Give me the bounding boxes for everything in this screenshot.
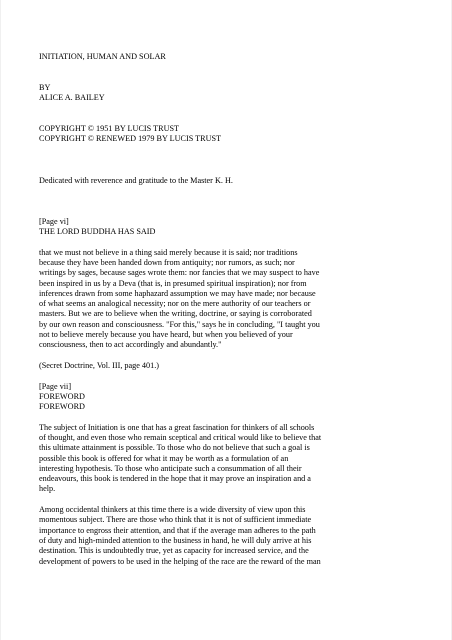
section-heading: FOREWORD [39, 402, 85, 412]
page-marker: [Page vii] [39, 381, 72, 391]
paragraph-line: The subject of Initiation is one that has a great fascination for thinkers of all schools [39, 422, 315, 432]
paragraph-line: masters. But we are to believe when the writing, doctrine, or saying is corroborated [39, 309, 312, 319]
paragraph-line: endeavours, this book is tendered in the hope that it may prove an inspiration and a [39, 474, 311, 484]
paragraph-line: that we must not believe in a thing said merely because it is said; nor traditions [39, 247, 298, 257]
copyright-line: COPYRIGHT © 1951 BY LUCIS TRUST [39, 124, 180, 134]
document-text [39, 52, 421, 567]
paragraph-line: this ultimate attainment is possible. To those who do not believe that such a goal is [39, 443, 310, 453]
author-name: ALICE A. BAILEY [39, 93, 105, 103]
paragraph-line: consciousness, then to act accordingly and abundantly." [39, 340, 222, 350]
foreword-paragraph [39, 505, 421, 567]
buddha-quote-paragraph [39, 248, 421, 351]
paragraph-line: importance to engross their attention, and that if the average man adheres to the path [39, 525, 316, 535]
paragraph-line: of duty and high-minded attention to the business in hand, he will duly arrive at his [39, 535, 312, 545]
paragraph-line: writings by sages, because sages wrote them: nor fancies that we may suspect to have [39, 268, 320, 278]
paragraph-line: of thought, and even those who remain sceptical and critical would like to believe that [39, 432, 322, 442]
paragraph-line: interesting hypothesis. To those who anticipate such a consummation of all their [39, 463, 302, 473]
paragraph-line: momentous subject. There are those who think that it is not of sufficient immediate [39, 515, 312, 525]
paragraph-line: of what seems an analogical necessity; nor on the mere authority of our teachers or [39, 299, 311, 309]
foreword-paragraph [39, 423, 421, 495]
paragraph-line: Among occidental thinkers at this time there is a wide diversity of view upon this [39, 505, 306, 515]
paragraph-line: possible this book is offered for what it may be worth as a formulation of an [39, 453, 289, 463]
paragraph-line: help. [39, 484, 56, 494]
page-marker: [Page vi] [39, 216, 69, 226]
book-title: INITIATION, HUMAN AND SOLAR [39, 52, 166, 61]
by-label: BY [39, 82, 51, 92]
copyright-renewed-line: COPYRIGHT © RENEWED 1979 BY LUCIS TRUST [39, 134, 222, 144]
paragraph-line: not to believe merely because you have heard, but when you believed of your [39, 330, 293, 340]
dedication: Dedicated with reverence and gratitude to the Master K. H. [39, 175, 233, 185]
paragraph-line: development of powers to be used in the helping of the race are the reward of the man [39, 556, 321, 566]
paragraph-line: destination. This is undoubtedly true, yet as capacity for increased service, and the [39, 546, 309, 556]
paragraph-line: been inspired in us by a Deva (that is, in presumed spiritual inspiration); nor from [39, 278, 307, 288]
section-heading: FOREWORD [39, 391, 85, 401]
paragraph-line: because they have been handed down from antiquity; nor rumors, as such; nor [39, 257, 295, 267]
paragraph-line: by our own reason and consciousness. "For this," says he in concluding, "I taught you [39, 319, 320, 329]
section-heading: THE LORD BUDDHA HAS SAID [39, 227, 156, 237]
paragraph-line: inferences drawn from some haphazard assumption we may have made; nor because [39, 288, 316, 298]
citation: (Secret Doctrine, Vol. III, page 401.) [39, 360, 159, 370]
